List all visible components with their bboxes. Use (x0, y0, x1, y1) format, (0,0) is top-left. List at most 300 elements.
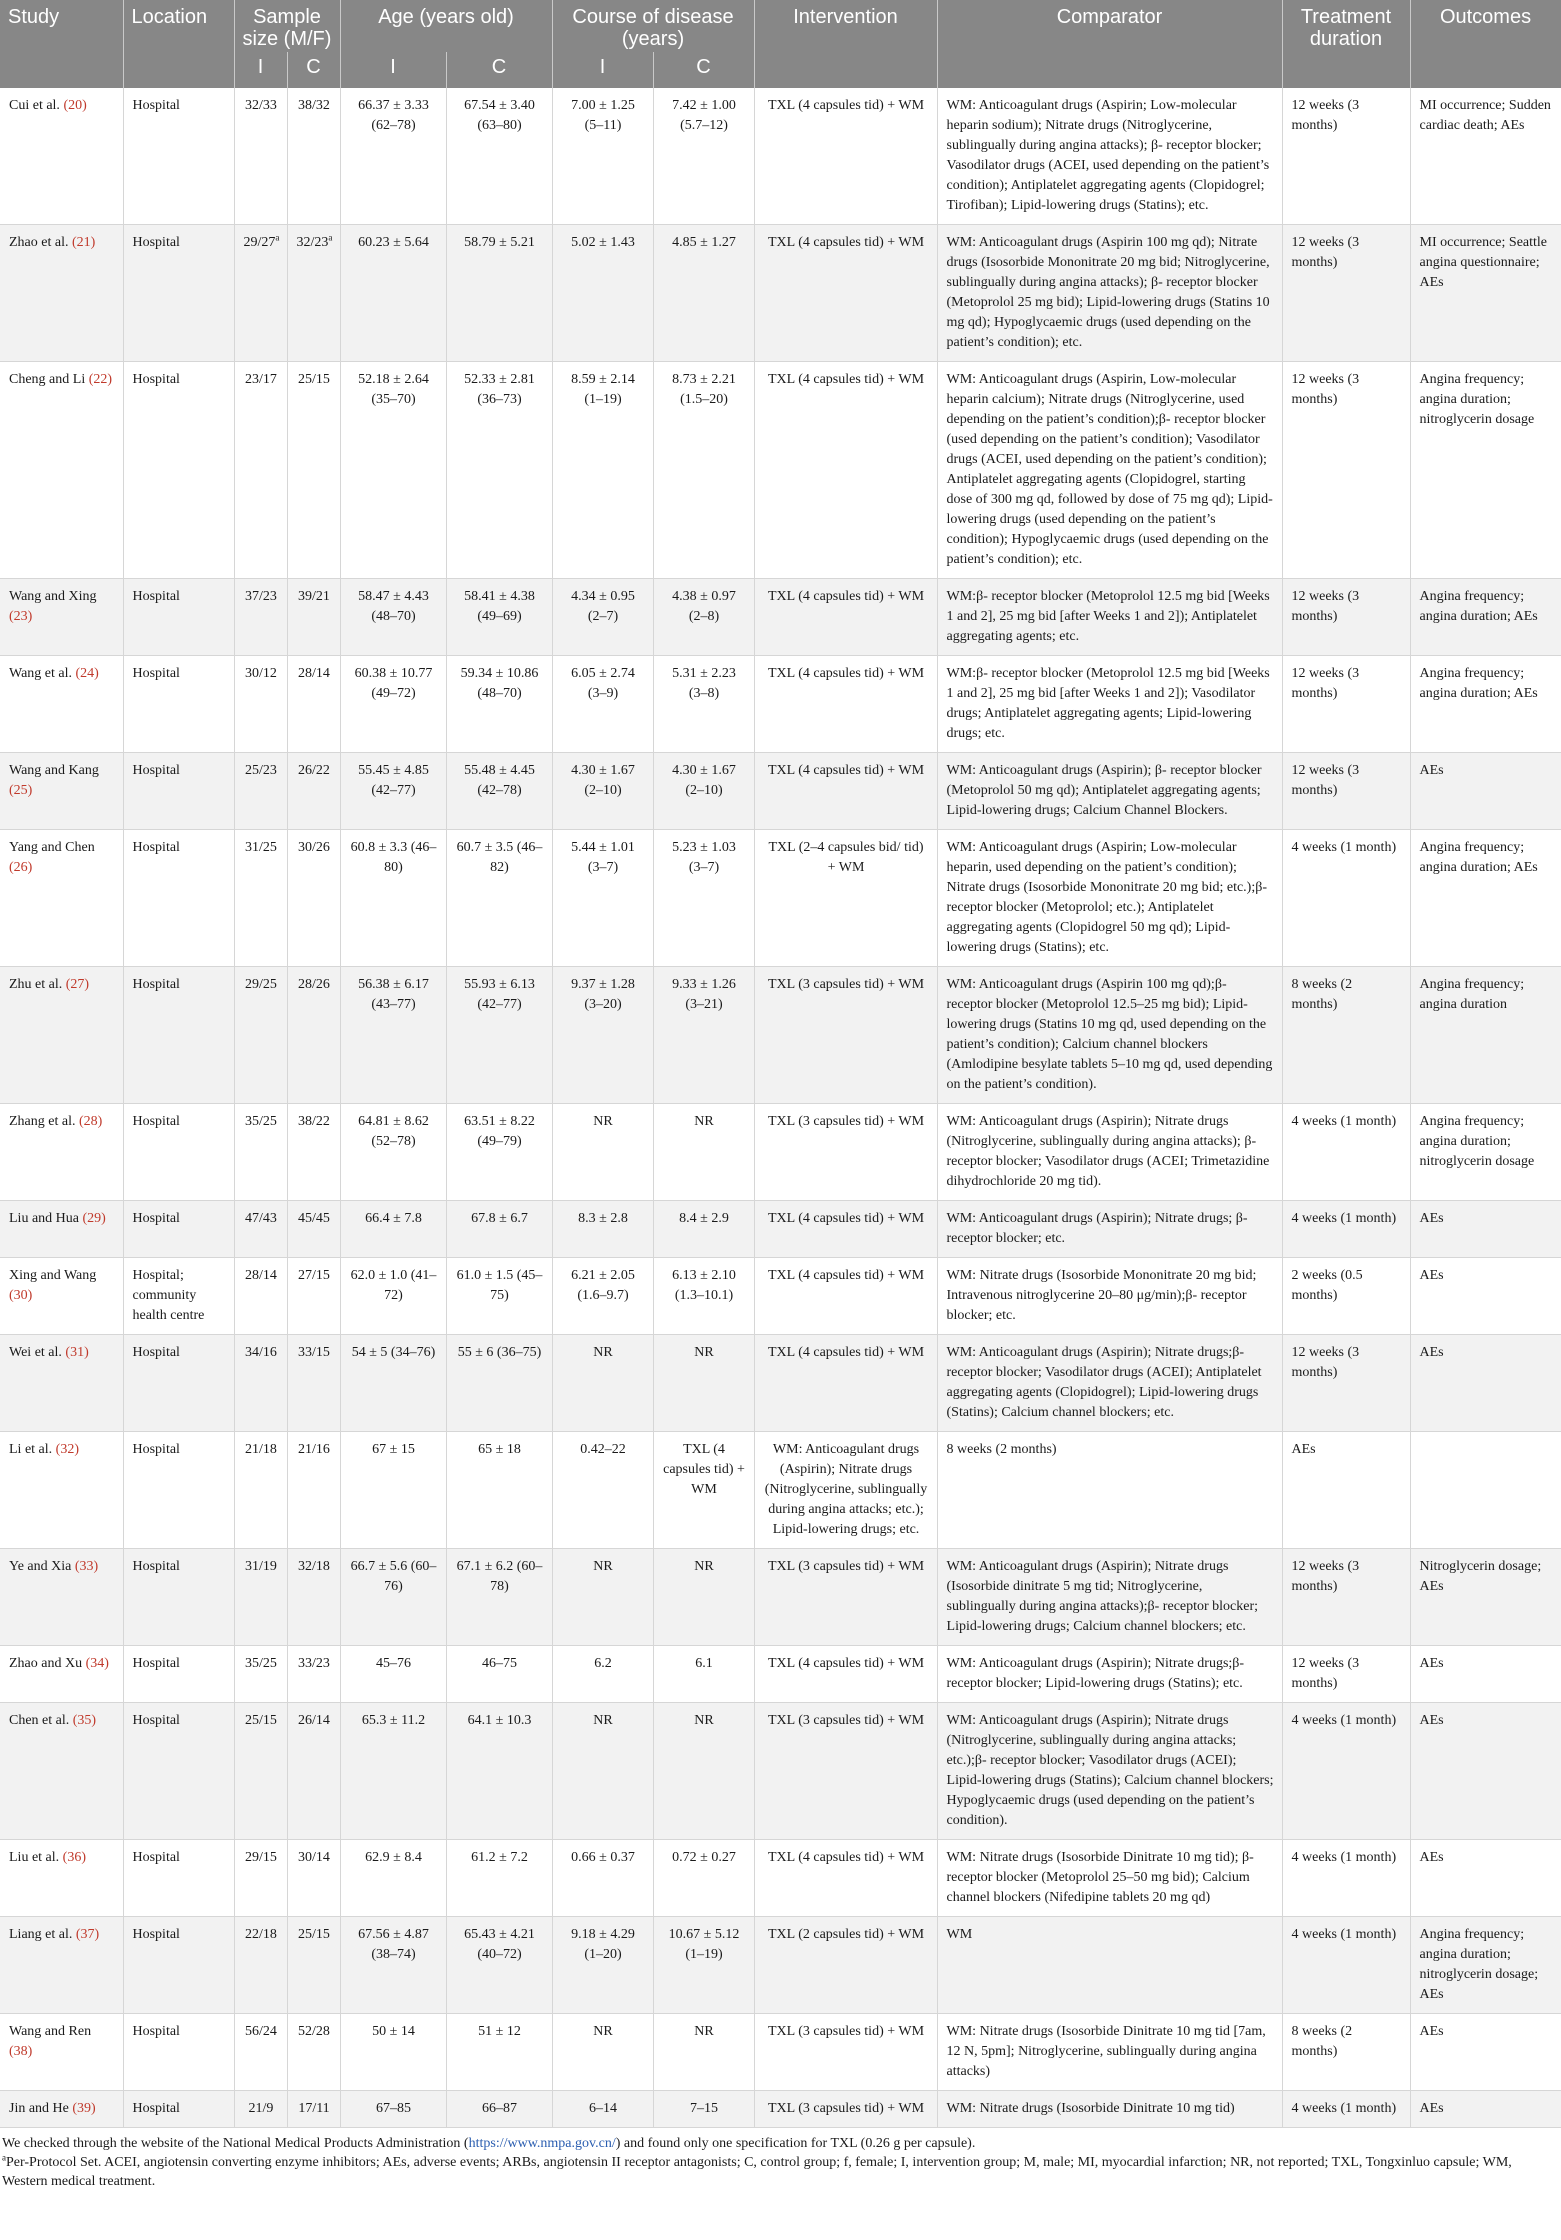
cell-sample-c-text: 38/22 (298, 1114, 330, 1129)
table-body (0, 88, 1561, 2128)
cell-location-text: Hospital (132, 1559, 180, 1574)
cell-duration (1282, 2091, 1410, 2128)
cell-intervention-text: TXL (3 capsules tid) + WM (768, 1713, 925, 1728)
cell-course-i (552, 1917, 653, 2014)
cell-sample-c-text: 30/14 (298, 1850, 330, 1865)
reference-link[interactable]: (30) (9, 1288, 33, 1303)
cell-location (123, 753, 234, 830)
cell-outcomes (1410, 1840, 1561, 1917)
cell-age-i (340, 1703, 446, 1840)
cell-age-c-text: 67.1 ± 6.2 (60–78) (456, 1559, 543, 1594)
cell-sample-c-text: 21/16 (298, 1442, 330, 1457)
cell-study-text: Wang and Ren (9, 2024, 92, 2039)
cell-duration-text: 4 weeks (1 month) (1291, 1211, 1397, 1226)
cell-sample-i-text: 29/25 (245, 977, 277, 992)
cell-duration-text: 12 weeks (3 months) (1291, 763, 1360, 798)
cell-study-text: Jin and He (9, 2101, 69, 2116)
cell-course-i (552, 967, 653, 1104)
cell-study-text: Zhang et al. (9, 1114, 76, 1129)
cell-intervention (754, 1646, 937, 1703)
cell-age-i (340, 1335, 446, 1432)
cell-sample-i-text: 22/18 (245, 1927, 277, 1942)
cell-sample-i-text: 25/15 (245, 1713, 277, 1728)
footnote-marker: a (275, 232, 280, 243)
cell-location-text: Hospital (132, 98, 180, 113)
cell-course-i-text: 5.02 ± 1.43 (571, 235, 635, 250)
table-row (0, 1258, 1561, 1335)
cell-sample-i (234, 1917, 287, 2014)
cell-intervention (754, 1432, 937, 1549)
cell-outcomes (1410, 753, 1561, 830)
cell-outcomes (1410, 362, 1561, 579)
cell-age-i-text: 62.0 ± 1.0 (41–72) (350, 1268, 437, 1303)
cell-location (123, 2091, 234, 2128)
cell-location-text: Hospital (132, 2024, 180, 2039)
cell-course-i-text: 8.3 ± 2.8 (578, 1211, 628, 1226)
cell-location-text: Hospital (132, 1713, 180, 1728)
cell-comparator-text: WM: Anticoagulant drugs (Aspirin); Nitrate drugs; β- receptor blocker; etc. (946, 1211, 1248, 1246)
cell-age-i (340, 1917, 446, 2014)
cell-outcomes (1410, 2091, 1561, 2128)
table-row (0, 1840, 1561, 1917)
cell-intervention (754, 1258, 937, 1335)
reference-link[interactable]: (39) (72, 2101, 96, 2116)
cell-study (0, 2014, 123, 2091)
cell-outcomes-text: AEs (1419, 1656, 1444, 1671)
cell-study (0, 579, 123, 656)
cell-age-c-text: 63.51 ± 8.22 (49–79) (464, 1114, 535, 1149)
table-row (0, 362, 1561, 579)
cell-outcomes (1410, 1432, 1561, 1549)
cell-sample-c-text: 38/32 (298, 98, 330, 113)
cell-course-i-text: 6.21 ± 2.05 (1.6–9.7) (571, 1268, 635, 1303)
cell-study (0, 1917, 123, 2014)
cell-sample-c (287, 88, 340, 225)
cell-course-i (552, 1549, 653, 1646)
cell-duration (1282, 1104, 1410, 1201)
cell-sample-c (287, 1104, 340, 1201)
cell-course-c (653, 1703, 754, 1840)
cell-age-c-text: 55.93 ± 6.13 (42–77) (464, 977, 535, 1012)
cell-sample-c (287, 1549, 340, 1646)
cell-location-text: Hospital (132, 1656, 180, 1671)
cell-duration (1282, 1432, 1410, 1549)
reference-link[interactable]: (32) (55, 1442, 79, 1457)
cell-course-i (552, 656, 653, 753)
cell-age-i (340, 1258, 446, 1335)
cell-sample-c-text: 39/21 (298, 589, 330, 604)
reference-link[interactable]: (28) (78, 1114, 103, 1129)
cell-comparator (937, 2091, 1282, 2128)
table-row (0, 2014, 1561, 2091)
cell-comparator (937, 656, 1282, 753)
cell-age-i-text: 54 ± 5 (34–76) (351, 1345, 436, 1360)
cell-course-i-text: 9.18 ± 4.29 (1–20) (571, 1927, 635, 1962)
cell-comparator (937, 1917, 1282, 2014)
cell-intervention-text: TXL (4 capsules tid) + WM (768, 1850, 925, 1865)
cell-sample-i-text: 56/24 (245, 2024, 277, 2039)
cell-location (123, 656, 234, 753)
cell-location (123, 830, 234, 967)
cell-outcomes-text: AEs (1419, 1850, 1444, 1865)
reference-link[interactable]: (35) (72, 1713, 97, 1728)
cell-duration (1282, 1646, 1410, 1703)
table-row (0, 1104, 1561, 1201)
header-study: Study (0, 0, 123, 88)
cell-course-c-text: 4.30 ± 1.67 (2–10) (672, 763, 736, 798)
cell-location-text: Hospital (132, 2101, 180, 2116)
cell-course-c (653, 88, 754, 225)
cell-location (123, 1432, 234, 1549)
cell-sample-i-text: 23/17 (245, 372, 277, 387)
cell-course-i (552, 1703, 653, 1840)
cell-sample-c-text: 45/45 (298, 1211, 330, 1226)
cell-sample-c (287, 1646, 340, 1703)
cell-age-c (446, 2091, 552, 2128)
cell-outcomes-text: MI occurrence; Sudden cardiac death; AEs (1419, 98, 1551, 133)
cell-duration (1282, 753, 1410, 830)
cell-sample-c-text: 17/11 (298, 2101, 330, 2116)
cell-sample-i (234, 579, 287, 656)
footnote-marker: a (2, 2152, 6, 2163)
cell-course-i-text: 7.00 ± 1.25 (5–11) (571, 98, 635, 133)
cell-course-i (552, 1258, 653, 1335)
cell-age-c-text: 58.41 ± 4.38 (49–69) (464, 589, 535, 624)
table-row (0, 88, 1561, 225)
cell-course-i (552, 2014, 653, 2091)
reference-link[interactable]: (26) (9, 860, 33, 875)
cell-intervention-text: TXL (3 capsules tid) + WM (768, 1114, 925, 1129)
cell-sample-i (234, 2014, 287, 2091)
cell-age-i (340, 1432, 446, 1549)
cell-course-c (653, 830, 754, 967)
cell-duration-text: 12 weeks (3 months) (1291, 589, 1360, 624)
table-row (0, 830, 1561, 967)
cell-study-text: Xing and Wang (9, 1268, 97, 1283)
cell-age-c-text: 51 ± 12 (478, 2024, 521, 2039)
cell-age-i-text: 60.38 ± 10.77 (49–72) (354, 666, 433, 701)
cell-age-i (340, 88, 446, 225)
cell-age-i-text: 58.47 ± 4.43 (48–70) (358, 589, 429, 624)
cell-sample-c (287, 1201, 340, 1258)
cell-course-c-text: 7–15 (690, 2101, 718, 2116)
cell-study-text: Ye and Xia (9, 1559, 72, 1574)
cell-age-i-text: 66.7 ± 5.6 (60–76) (350, 1559, 437, 1594)
cell-intervention-text: TXL (4 capsules tid) + WM (768, 235, 925, 250)
cell-age-i (340, 1646, 446, 1703)
cell-intervention-text: TXL (3 capsules tid) + WM (768, 2101, 925, 2116)
cell-age-i-text: 64.81 ± 8.62 (52–78) (358, 1114, 429, 1149)
cell-sample-i (234, 1258, 287, 1335)
cell-outcomes (1410, 967, 1561, 1104)
cell-intervention (754, 1104, 937, 1201)
cell-intervention-text: TXL (4 capsules tid) + WM (768, 666, 925, 681)
cell-location-text: Hospital (132, 372, 180, 387)
reference-link[interactable]: (27) (65, 977, 90, 992)
cell-course-i-text: 6–14 (589, 2101, 617, 2116)
cell-sample-i (234, 1549, 287, 1646)
table-row (0, 1549, 1561, 1646)
cell-intervention-text: TXL (3 capsules tid) + WM (768, 977, 925, 992)
cell-sample-i-text: 37/23 (245, 589, 277, 604)
cell-outcomes (1410, 1104, 1561, 1201)
cell-course-i (552, 830, 653, 967)
cell-location (123, 1646, 234, 1703)
nmpa-link[interactable]: https://www.nmpa.gov.cn/ (468, 2136, 616, 2151)
cell-duration (1282, 1258, 1410, 1335)
footnote-text: ) and found only one specification for TXL (0.26 g per capsule). (615, 2136, 976, 2151)
cell-location-text: Hospital (132, 763, 180, 778)
cell-outcomes (1410, 2014, 1561, 2091)
header-age: Age (years old) (340, 0, 552, 52)
header-age-i: I (340, 52, 446, 88)
header-location: Location (123, 0, 234, 88)
cell-duration-text: 4 weeks (1 month) (1291, 1114, 1397, 1129)
cell-course-c-text: 6.1 (695, 1656, 713, 1671)
cell-sample-c (287, 1840, 340, 1917)
cell-age-i-text: 67–85 (376, 2101, 411, 2116)
table-row (0, 2091, 1561, 2128)
cell-course-c-text: 8.4 ± 2.9 (679, 1211, 729, 1226)
cell-course-i (552, 362, 653, 579)
cell-sample-c (287, 2014, 340, 2091)
header-course: Course of disease (years) (552, 0, 754, 52)
cell-location-text: Hospital (132, 1211, 180, 1226)
cell-age-c (446, 2014, 552, 2091)
reference-link[interactable]: (38) (9, 2044, 33, 2059)
reference-link[interactable]: (29) (82, 1211, 106, 1226)
cell-location (123, 579, 234, 656)
cell-age-c-text: 46–75 (482, 1656, 517, 1671)
cell-comparator (937, 225, 1282, 362)
reference-link[interactable]: (22) (88, 372, 113, 387)
cell-sample-c-text: 52/28 (298, 2024, 330, 2039)
reference-link[interactable]: (36) (62, 1850, 86, 1865)
cell-outcomes (1410, 830, 1561, 967)
reference-link[interactable]: (34) (85, 1656, 109, 1671)
cell-study-text: Yang and Chen (9, 840, 95, 855)
cell-sample-c-text: 27/15 (298, 1268, 330, 1283)
cell-intervention-text: TXL (4 capsules tid) + WM (768, 589, 925, 604)
cell-course-c-text: NR (694, 2024, 714, 2039)
cell-duration-text: 12 weeks (3 months) (1291, 98, 1360, 133)
cell-location (123, 1335, 234, 1432)
cell-sample-i (234, 2091, 287, 2128)
cell-age-c (446, 753, 552, 830)
cell-course-i-text: NR (593, 2024, 613, 2039)
reference-link[interactable]: (21) (71, 235, 96, 250)
cell-comparator (937, 1335, 1282, 1432)
cell-course-i (552, 88, 653, 225)
cell-comparator-text: 8 weeks (2 months) (946, 1442, 1057, 1457)
cell-sample-c-text: 33/15 (298, 1345, 330, 1360)
reference-link[interactable]: (23) (9, 609, 33, 624)
cell-sample-c (287, 1258, 340, 1335)
cell-age-i-text: 67.56 ± 4.87 (38–74) (358, 1927, 429, 1962)
cell-location (123, 967, 234, 1104)
cell-location-text: Hospital (132, 1345, 180, 1360)
cell-course-c (653, 579, 754, 656)
cell-sample-i-text: 25/23 (245, 763, 277, 778)
cell-sample-i (234, 1646, 287, 1703)
table-row (0, 579, 1561, 656)
cell-age-c-text: 67.54 ± 3.40 (63–80) (464, 98, 535, 133)
reference-link[interactable]: (31) (65, 1345, 89, 1360)
cell-sample-i (234, 830, 287, 967)
cell-outcomes-text: AEs (1419, 2024, 1444, 2039)
cell-intervention (754, 1335, 937, 1432)
cell-course-c-text: 5.23 ± 1.03 (3–7) (672, 840, 736, 875)
cell-outcomes (1410, 225, 1561, 362)
cell-age-i (340, 656, 446, 753)
cell-study (0, 830, 123, 967)
cell-age-i-text: 65.3 ± 11.2 (361, 1713, 426, 1728)
cell-duration-text: 12 weeks (3 months) (1291, 1559, 1360, 1594)
cell-age-c (446, 1104, 552, 1201)
cell-course-c (653, 656, 754, 753)
cell-comparator-text: WM: Nitrate drugs (Isosorbide Dinitrate 10 mg tid [7am, 12 N, 5pm]; Nitroglycerine, sublingually during angina attacks) (946, 2024, 1266, 2079)
cell-sample-i-text: 29/15 (245, 1850, 277, 1865)
cell-location (123, 362, 234, 579)
cell-course-i (552, 2091, 653, 2128)
cell-duration-text: 4 weeks (1 month) (1291, 840, 1397, 855)
cell-course-i-text: NR (593, 1114, 613, 1129)
cell-course-c-text: 10.67 ± 5.12 (1–19) (668, 1927, 740, 1962)
cell-course-i (552, 1335, 653, 1432)
cell-age-c (446, 1201, 552, 1258)
table-row (0, 753, 1561, 830)
cell-location (123, 88, 234, 225)
cell-course-c-text: NR (694, 1713, 714, 1728)
cell-sample-i (234, 1703, 287, 1840)
footnote-text: Per-Protocol Set. ACEI, angiotensin converting enzyme inhibitors; AEs, adverse events; ARBs, angiotensin II receptor antagonists; C, control group; f, female; I, intervention group; M, male; MI, myocardial infarction; NR, not reported; TXL, Tongxinluo capsule; WM, Western medical treatment. (2, 2155, 1512, 2189)
cell-sample-c-text: 26/22 (298, 763, 330, 778)
cell-sample-c-text: 28/26 (298, 977, 330, 992)
cell-location (123, 225, 234, 362)
cell-course-c (653, 2014, 754, 2091)
cell-outcomes (1410, 1549, 1561, 1646)
cell-age-c (446, 1335, 552, 1432)
cell-sample-i (234, 656, 287, 753)
cell-duration-text: 4 weeks (1 month) (1291, 1850, 1397, 1865)
cell-age-i (340, 830, 446, 967)
cell-age-i-text: 66.4 ± 7.8 (365, 1211, 422, 1226)
cell-course-c-text: 9.33 ± 1.26 (3–21) (672, 977, 736, 1012)
cell-study-text: Wang and Kang (9, 763, 99, 778)
cell-course-c-text: 4.85 ± 1.27 (672, 235, 736, 250)
cell-duration-text: AEs (1291, 1442, 1316, 1457)
cell-study (0, 1703, 123, 1840)
cell-sample-c (287, 1335, 340, 1432)
cell-age-c-text: 52.33 ± 2.81 (36–73) (464, 372, 535, 407)
cell-age-c (446, 1703, 552, 1840)
cell-intervention (754, 225, 937, 362)
cell-location-text: Hospital (132, 1114, 180, 1129)
reference-link[interactable]: (24) (75, 666, 99, 681)
cell-study (0, 1549, 123, 1646)
header-comparator: Comparator (937, 0, 1282, 88)
cell-course-i-text: NR (593, 1559, 613, 1574)
cell-duration (1282, 1201, 1410, 1258)
cell-course-c-text: NR (694, 1114, 714, 1129)
cell-study-text: Zhao et al. (9, 235, 69, 250)
cell-age-c (446, 225, 552, 362)
cell-study (0, 967, 123, 1104)
cell-study-text: Chen et al. (9, 1713, 70, 1728)
cell-intervention (754, 830, 937, 967)
cell-age-c-text: 58.79 ± 5.21 (464, 235, 535, 250)
cell-age-i-text: 60.8 ± 3.3 (46–80) (350, 840, 437, 875)
cell-study-text: Liang et al. (9, 1927, 73, 1942)
cell-age-i-text: 50 ± 14 (372, 2024, 415, 2039)
cell-sample-i-text: 29/27 (243, 235, 276, 250)
reference-link[interactable]: (25) (9, 783, 33, 798)
cell-course-c (653, 1201, 754, 1258)
cell-study (0, 1104, 123, 1201)
cell-location-text: Hospital (132, 235, 180, 250)
cell-course-i (552, 1432, 653, 1549)
cell-sample-i-text: 32/33 (245, 98, 277, 113)
cell-sample-c (287, 1917, 340, 2014)
cell-location (123, 1549, 234, 1646)
cell-age-c (446, 1646, 552, 1703)
cell-location-text: Hospital (132, 666, 180, 681)
cell-study-text: Wang and Xing (9, 589, 97, 604)
cell-intervention (754, 1917, 937, 2014)
cell-outcomes-text: AEs (1419, 1211, 1444, 1226)
cell-outcomes (1410, 1335, 1561, 1432)
reference-link[interactable]: (33) (74, 1559, 99, 1574)
cell-intervention (754, 753, 937, 830)
cell-sample-i-text: 31/19 (245, 1559, 277, 1574)
cell-intervention (754, 656, 937, 753)
cell-comparator-text: WM: Anticoagulant drugs (Aspirin); β- receptor blocker (Metoprolol 50 mg qd); Antiplatelet aggregating agents; Lipid-lowering drugs; Calcium Channel Blockers. (946, 763, 1262, 818)
cell-age-i-text: 52.18 ± 2.64 (35–70) (358, 372, 429, 407)
cell-comparator-text: WM: Nitrate drugs (Isosorbide Mononitrate 20 mg bid; Intravenous nitroglycerine 20–80 μg/min);β- receptor blocker; etc. (946, 1268, 1257, 1323)
cell-age-i (340, 1201, 446, 1258)
cell-outcomes (1410, 1201, 1561, 1258)
cell-intervention-text: TXL (4 capsules tid) + WM (768, 372, 925, 387)
cell-comparator-text: WM: Anticoagulant drugs (Aspirin); Nitrate drugs (Nitroglycerine, sublingually during angina attacks); β- receptor blocker; Vasodilator drugs (ACEI; Trimetazidine dihydrochloride 20 mg tid). (946, 1114, 1270, 1189)
cell-duration-text: 4 weeks (1 month) (1291, 1927, 1397, 1942)
cell-comparator (937, 1201, 1282, 1258)
cell-age-c-text: 67.8 ± 6.7 (471, 1211, 528, 1226)
cell-study (0, 2091, 123, 2128)
cell-study (0, 1201, 123, 1258)
reference-link[interactable]: (37) (75, 1927, 100, 1942)
cell-location-text: Hospital (132, 977, 180, 992)
cell-location (123, 1104, 234, 1201)
cell-age-c-text: 59.34 ± 10.86 (48–70) (460, 666, 539, 701)
cell-sample-c-text: 32/23 (296, 235, 329, 250)
cell-study-text: Wang et al. (9, 666, 73, 681)
reference-link[interactable]: (20) (63, 98, 87, 113)
cell-age-i (340, 1549, 446, 1646)
cell-location-text: Hospital (132, 589, 180, 604)
cell-study (0, 1432, 123, 1549)
footnote-source (2, 2134, 1558, 2153)
cell-study (0, 1258, 123, 1335)
header-age-c: C (446, 52, 552, 88)
cell-duration (1282, 579, 1410, 656)
cell-sample-i-text: 31/25 (245, 840, 277, 855)
header-course-i: I (552, 52, 653, 88)
cell-course-i (552, 225, 653, 362)
cell-study-text: Zhu et al. (9, 977, 63, 992)
cell-course-i (552, 1104, 653, 1201)
cell-course-i-text: 0.66 ± 0.37 (571, 1850, 635, 1865)
cell-course-c (653, 1335, 754, 1432)
